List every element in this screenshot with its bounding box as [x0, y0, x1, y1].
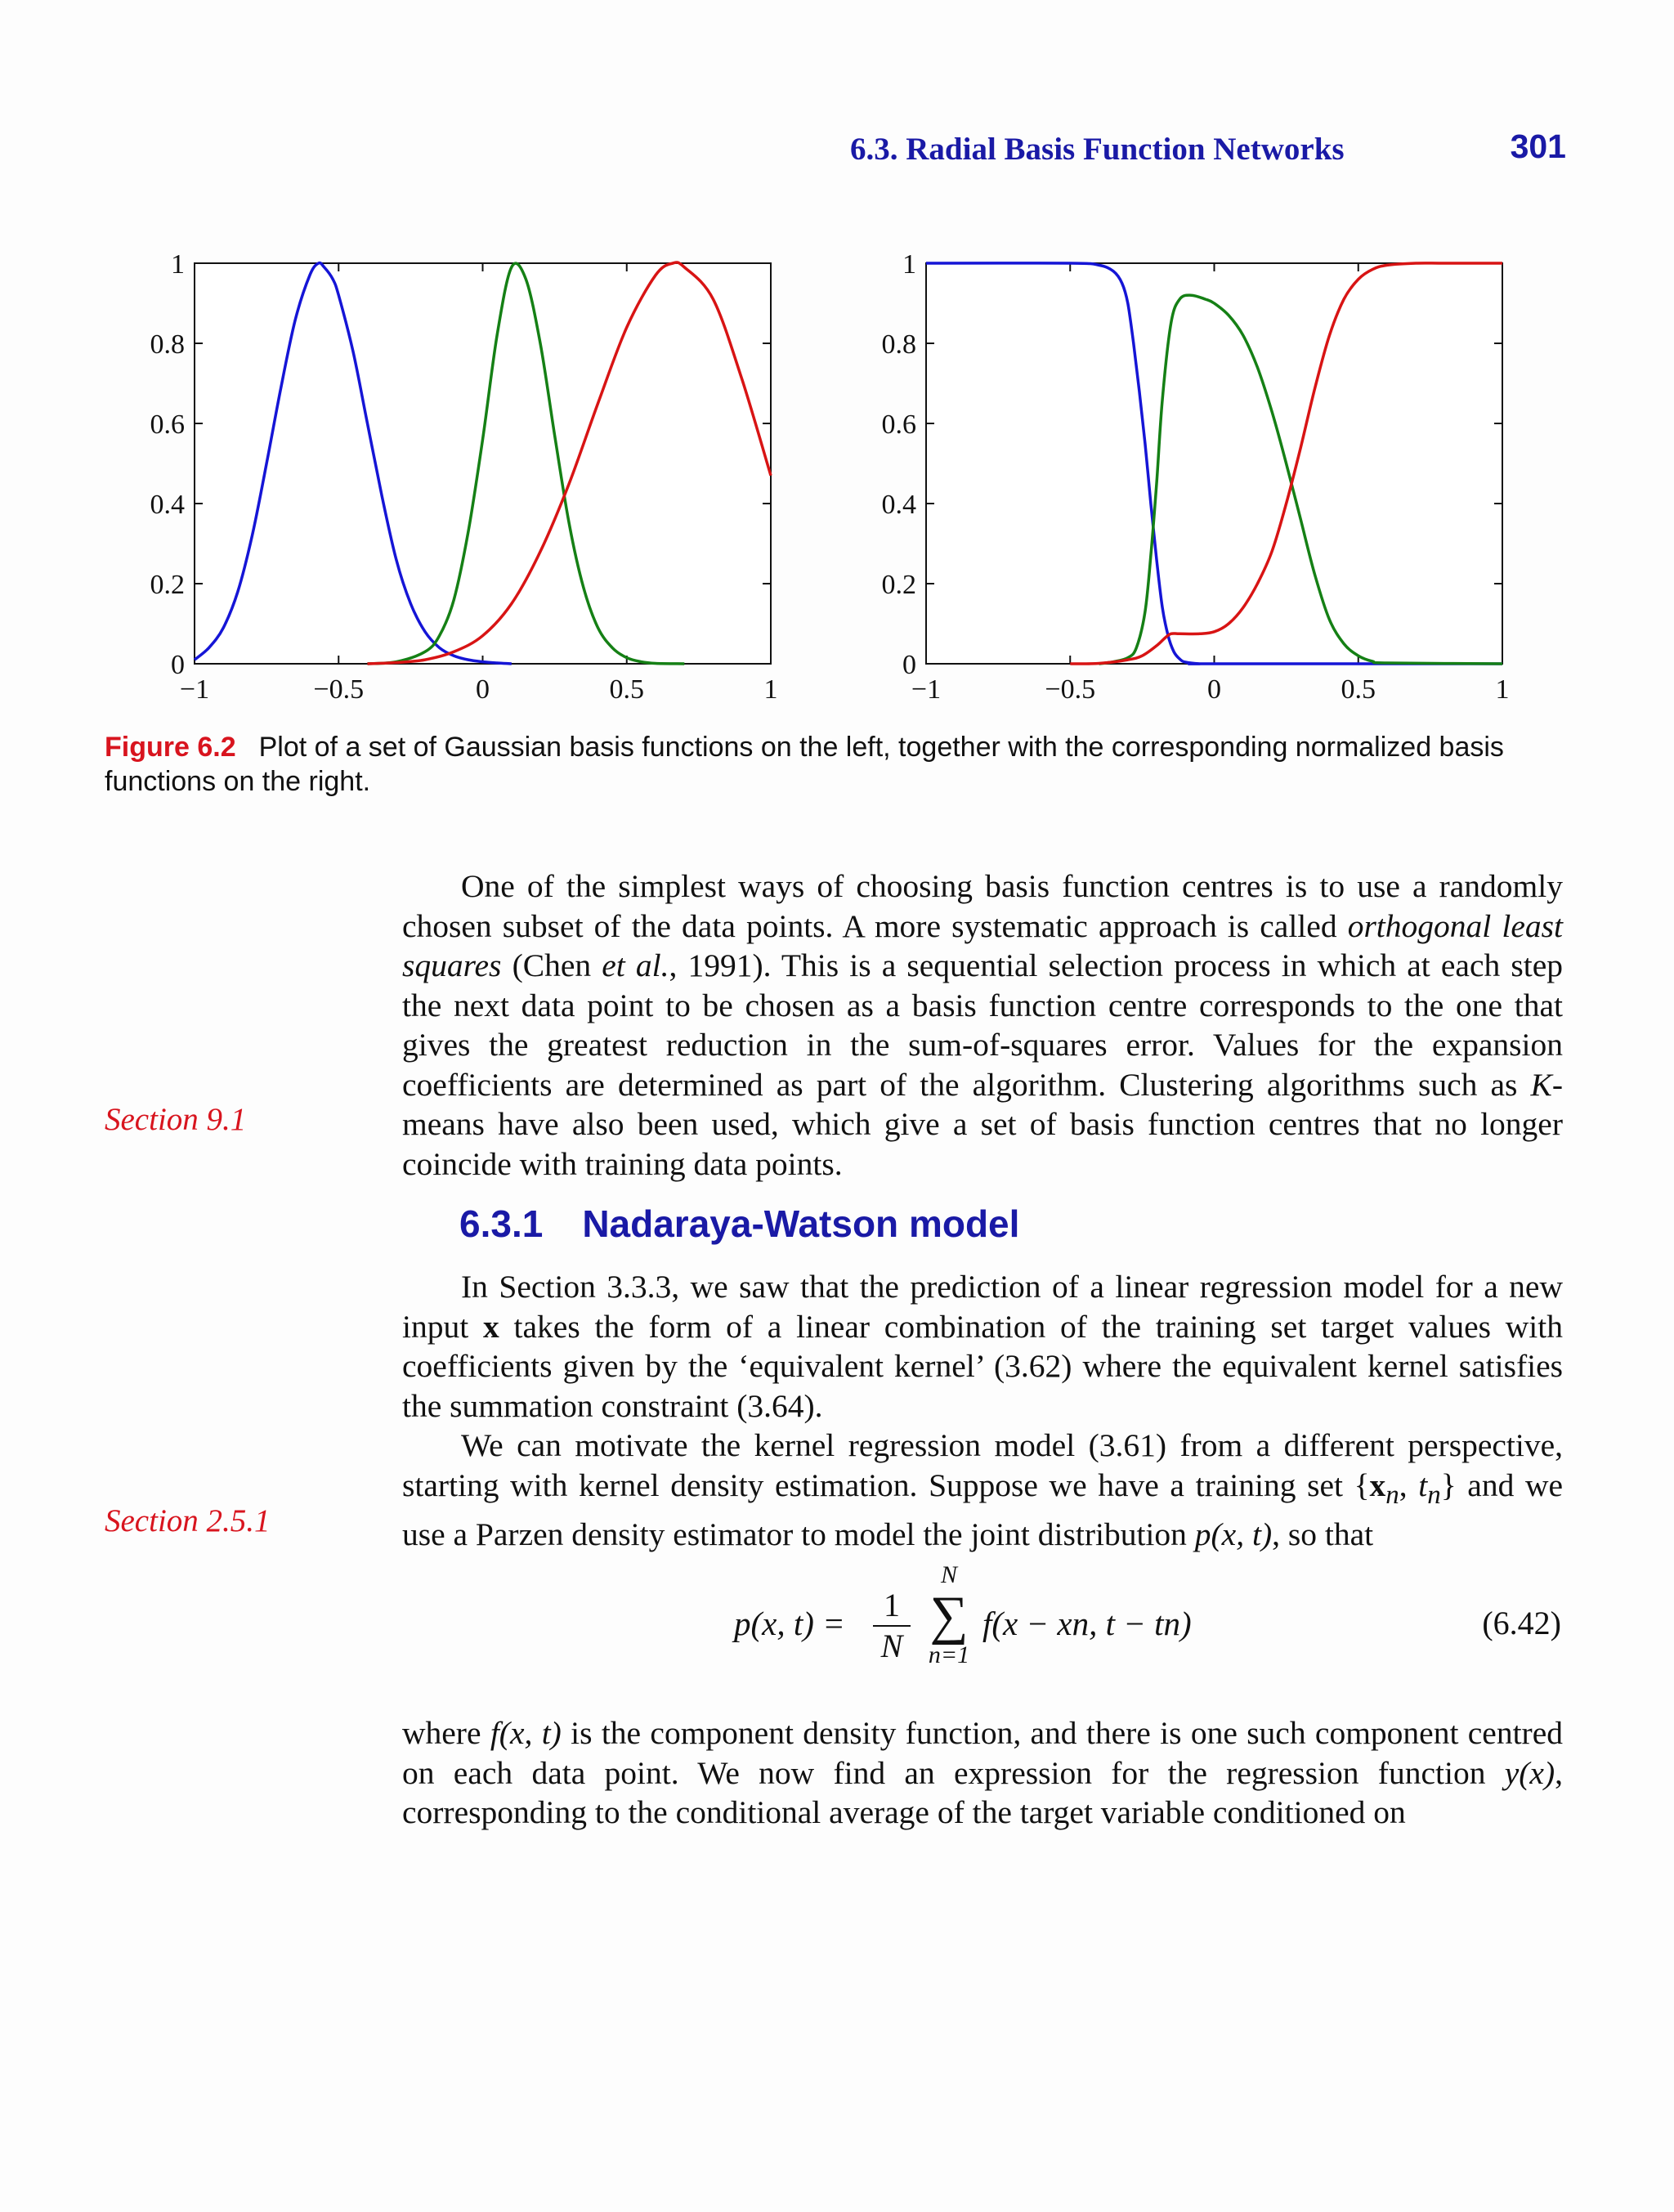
normalized-basis-chart: [854, 245, 1590, 715]
x-tick-label: 0: [476, 674, 490, 705]
figure-caption-text: Plot of a set of Gaussian basis functions on the left, together with the corresponding normalized basis functions on the right.: [105, 732, 1504, 797]
y-tick-label: 0: [171, 650, 185, 680]
section-number: 6.3.1: [459, 1202, 544, 1245]
paragraph-component-density: where f(x, t) is the component density function, and there is one such component centred on each data point. We now find an expression for the regression function y(x), corresponding to the conditional average of the target variable conditioned on: [402, 1715, 1563, 1830]
figure-label: Figure 6.2: [105, 732, 236, 763]
summation: N ∑ n=1: [928, 1561, 970, 1668]
equation-rhs: f(x − xn, t − tn): [982, 1605, 1192, 1642]
paragraph-linear-regression: In Section 3.3.3, we saw that the prediction of a linear regression model for a new input x takes the form of a linear combination of the training set target values with coefficients given by the ‘equivalent kernel’ (3.62) where the equivalent kernel satisfies the summation constraint (3.64). We can motivate the kernel regression model (3.61) from a different perspective, starting with kernel density estimation. Suppose we have a training set {$x_n$, $t_n$} and we use a Parzen density estimator to model the joint distribution p(x, t), so that: [402, 1269, 1564, 1552]
x-tick-label: −1: [911, 674, 942, 705]
x-tick-label: 0.5: [1341, 674, 1376, 705]
x-tick-label: −1: [179, 674, 210, 705]
y-tick-label: 1: [171, 249, 185, 280]
x-tick-label: 0.5: [609, 674, 644, 705]
section-heading: [459, 1202, 1019, 1246]
x-tick-label: 1: [763, 674, 778, 705]
x-tick-label: −0.5: [313, 674, 365, 705]
x-tick-label: 1: [1495, 674, 1510, 705]
x-tick-label: −0.5: [1045, 674, 1096, 705]
section-title: Nadaraya-Watson model: [582, 1202, 1020, 1245]
y-tick-label: 0.2: [881, 570, 916, 600]
running-head: 6.3. Radial Basis Function Networks: [850, 132, 1345, 167]
y-tick-label: 0.4: [150, 490, 185, 520]
equation-6-42: [719, 1561, 1561, 1692]
y-tick-label: 1: [902, 249, 916, 280]
paragraph-basis-centres: One of the simplest ways of choosing basis function centres is to use a randomly chosen subset of the data points. A more systematic approach is called orthogonal least squares (Chen et al., 1991). This is a sequential selection process in which at each step the next data point to be chosen as a basis function centre corresponds to the one that gives the greatest reduction in the sum-of-squares error. Values for the expansion coefficients are determined as part of the algorithm. Clustering algorithms such as K-means have also been used, which give a set of basis function centres that no longer coincide with training data points.: [402, 868, 1563, 1182]
figure-caption: [105, 730, 1568, 799]
y-tick-label: 0.6: [150, 410, 185, 440]
x-tick-label: 0: [1207, 674, 1221, 705]
y-tick-label: 0: [902, 650, 916, 680]
y-tick-label: 0.6: [881, 410, 916, 440]
plot-frame: [195, 263, 771, 664]
equation-number: (6.42): [1482, 1605, 1561, 1641]
margin-note-section-2-5-1[interactable]: Section 2.5.1: [105, 1503, 271, 1538]
equation-lhs: p(x, t) =: [734, 1605, 845, 1642]
equation-fraction: 1 N: [873, 1587, 911, 1664]
margin-note-section-9-1[interactable]: Section 9.1: [105, 1102, 247, 1137]
gaussian-basis-chart: [123, 245, 858, 715]
y-tick-label: 0.8: [150, 329, 185, 360]
page-number: 301: [1510, 128, 1566, 165]
plot-frame: [926, 263, 1502, 664]
y-tick-label: 0.2: [150, 570, 185, 600]
y-tick-label: 0.8: [881, 329, 916, 360]
y-tick-label: 0.4: [881, 490, 916, 520]
